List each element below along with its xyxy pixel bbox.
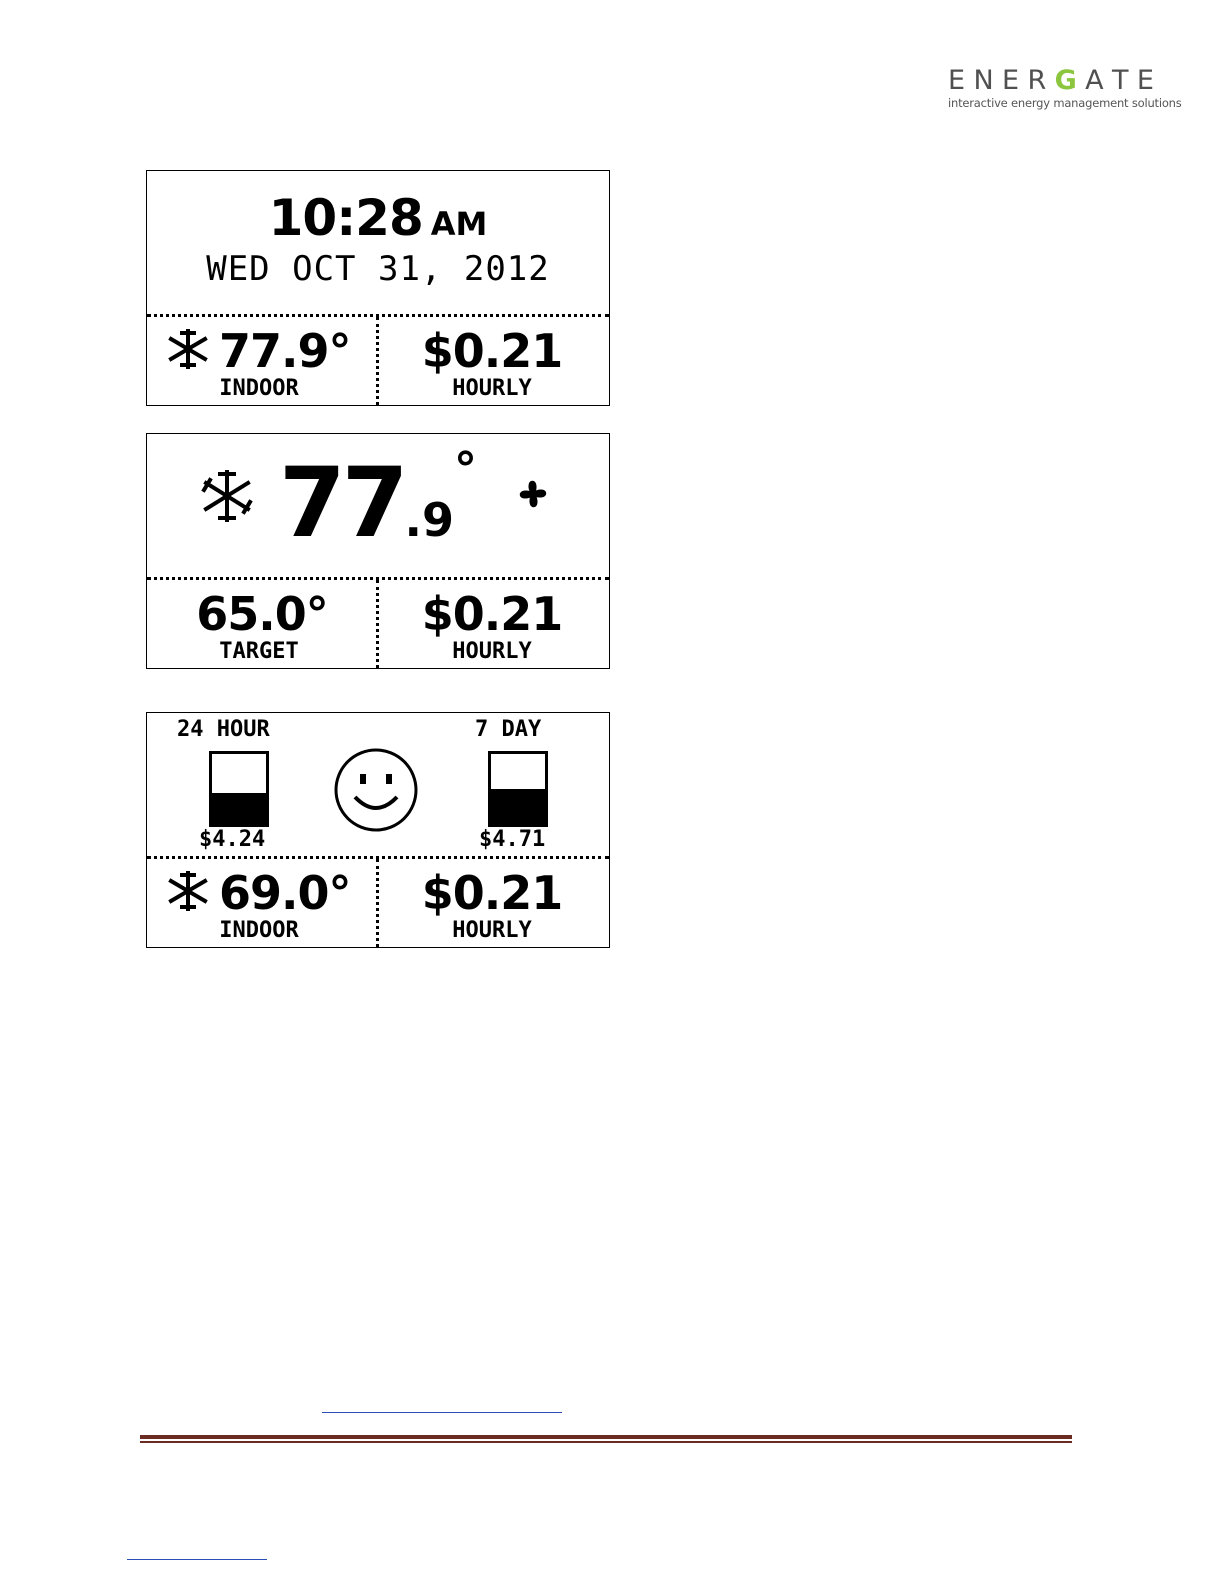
time-value: 10:28 <box>268 189 423 247</box>
thermostat-cost-screen <box>146 712 610 948</box>
footer-rule <box>140 1435 1072 1439</box>
week-cost-gauge-fill <box>491 789 545 824</box>
clock-date: WED OCT 31, 2012 <box>206 249 550 289</box>
logo-letter: E <box>1136 65 1154 96</box>
footer-hyperlink[interactable] <box>322 1394 562 1413</box>
week-period-label: 7 DAY <box>475 717 542 742</box>
logo-letter: A <box>1085 65 1104 96</box>
hourly-cost: $0.21 <box>421 866 563 920</box>
hourly-label: HOURLY <box>452 639 532 664</box>
snowflake-icon <box>163 869 213 913</box>
logo-letter-accent: G <box>1054 65 1077 96</box>
day-cost-amount: $4.24 <box>199 827 266 852</box>
divider <box>376 859 379 947</box>
snowflake-icon <box>163 327 213 371</box>
logo-letter: T <box>1112 65 1129 96</box>
target-temperature: 65.0° <box>196 587 328 641</box>
energate-logo <box>948 65 1182 110</box>
logo-letter: E <box>948 65 966 96</box>
degree-symbol: ° <box>454 442 478 496</box>
divider <box>376 580 379 668</box>
target-label: TARGET <box>219 639 299 664</box>
thermostat-temperature-screen <box>146 433 610 669</box>
smiley-face-icon <box>333 747 419 833</box>
week-cost-amount: $4.71 <box>479 827 546 852</box>
time-ampm: AM <box>430 205 488 243</box>
day-cost-gauge <box>209 751 269 827</box>
indoor-temperature: 77.9° <box>219 324 351 378</box>
day-period-label: 24 HOUR <box>177 717 270 742</box>
indoor-label: INDOOR <box>219 376 299 401</box>
indoor-label: INDOOR <box>219 918 299 943</box>
week-cost-gauge <box>488 751 548 827</box>
fan-icon <box>513 474 553 514</box>
temp-whole: 77 <box>278 447 405 559</box>
logo-wordmark <box>948 66 1154 96</box>
hourly-label: HOURLY <box>452 376 532 401</box>
hourly-label: HOURLY <box>452 918 532 943</box>
logo-tagline: interactive energy management solutions <box>948 96 1182 110</box>
footer-rule-thin <box>140 1441 1072 1443</box>
logo-letter: E <box>1002 65 1020 96</box>
hourly-cost: $0.21 <box>421 324 563 378</box>
clock-time <box>147 189 609 247</box>
logo-letter: R <box>1027 65 1047 96</box>
divider <box>376 317 379 405</box>
temp-fraction: .9 <box>404 493 455 547</box>
thermostat-clock-screen <box>146 170 610 406</box>
day-cost-gauge-fill <box>212 793 266 825</box>
indoor-temperature: 69.0° <box>219 866 351 920</box>
hourly-cost: $0.21 <box>421 587 563 641</box>
logo-letter: N <box>973 65 994 96</box>
bottom-hyperlink[interactable] <box>127 1547 267 1560</box>
